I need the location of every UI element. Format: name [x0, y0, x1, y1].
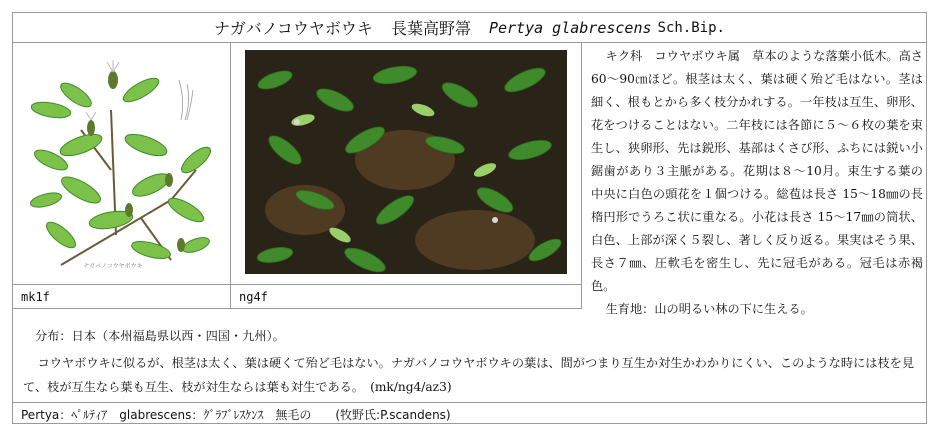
page-title	[13, 13, 926, 43]
title-kanji: 長葉高野箒	[390, 19, 471, 38]
plant-photo-image	[245, 50, 567, 274]
title-katakana: ナガバノコウヤボウキ	[214, 19, 373, 38]
title-latin: Pertya glabrescens	[488, 18, 652, 37]
photo-caption: ng4f	[231, 285, 582, 309]
illustration-label: ナガバノコウヤボウキ	[83, 263, 143, 270]
illustration-cell	[13, 42, 231, 285]
photo-cell	[231, 42, 582, 285]
plant-card	[12, 12, 927, 424]
etymology-footer: Pertya：ﾍﾟﾙﾃｨｱ glabrescens：ｸﾞﾗﾌﾞﾚｽｹﾝｽ 無毛の (牧野氏:P.scandens)	[13, 402, 926, 425]
plant-illustration-image	[21, 50, 221, 276]
title-author: Sch.Bip.	[657, 19, 725, 36]
habitat-paragraph: 生育地：山の明るい林の下に生える。	[605, 302, 813, 316]
illustration-caption: mk1f	[13, 285, 231, 309]
description	[591, 45, 923, 321]
description-paragraph: キク科 コウヤボウキ属 草本のような落葉小低木。高さ60～90㎝ほど。根茎は太く、葉は硬く殆ど毛はない。茎は細く、根もとから多く枝分かれする。一年枝は互生、卵形、花をつけることはない。二年枝には各節に５～６枚の葉を束生し、狭卵形、先は鋭形、基部はくさび形、ふちには鋭い小鋸歯があり３主脈がある。花期は８～10月。束生する葉の中央に白色の頭花を１個つける。総苞は長さ 15～18㎜の長楕円形でうろこ状に重なる。小花は長さ 15～17㎜の筒状、白色、上部が深く５裂し、著しく反り返る。果実はそう果、長さ７㎜、圧軟毛を密生し、先に冠毛がある。冠毛は赤褐色。	[591, 49, 923, 293]
comparison-note: コウヤボウキに似るが、根茎は太く、葉は硬くて殆ど毛はない。ナガバノコウヤボウキの葉は、間がつまり互生か対生かわかりにくい、このような時には枝を見て、枝が互生なら葉も互生、枝が対生ならは葉も対生である。 (mk/ng4/az3)	[23, 356, 915, 394]
distribution: 分布：日本（本州福島県以西・四国・九州）。	[35, 329, 285, 343]
